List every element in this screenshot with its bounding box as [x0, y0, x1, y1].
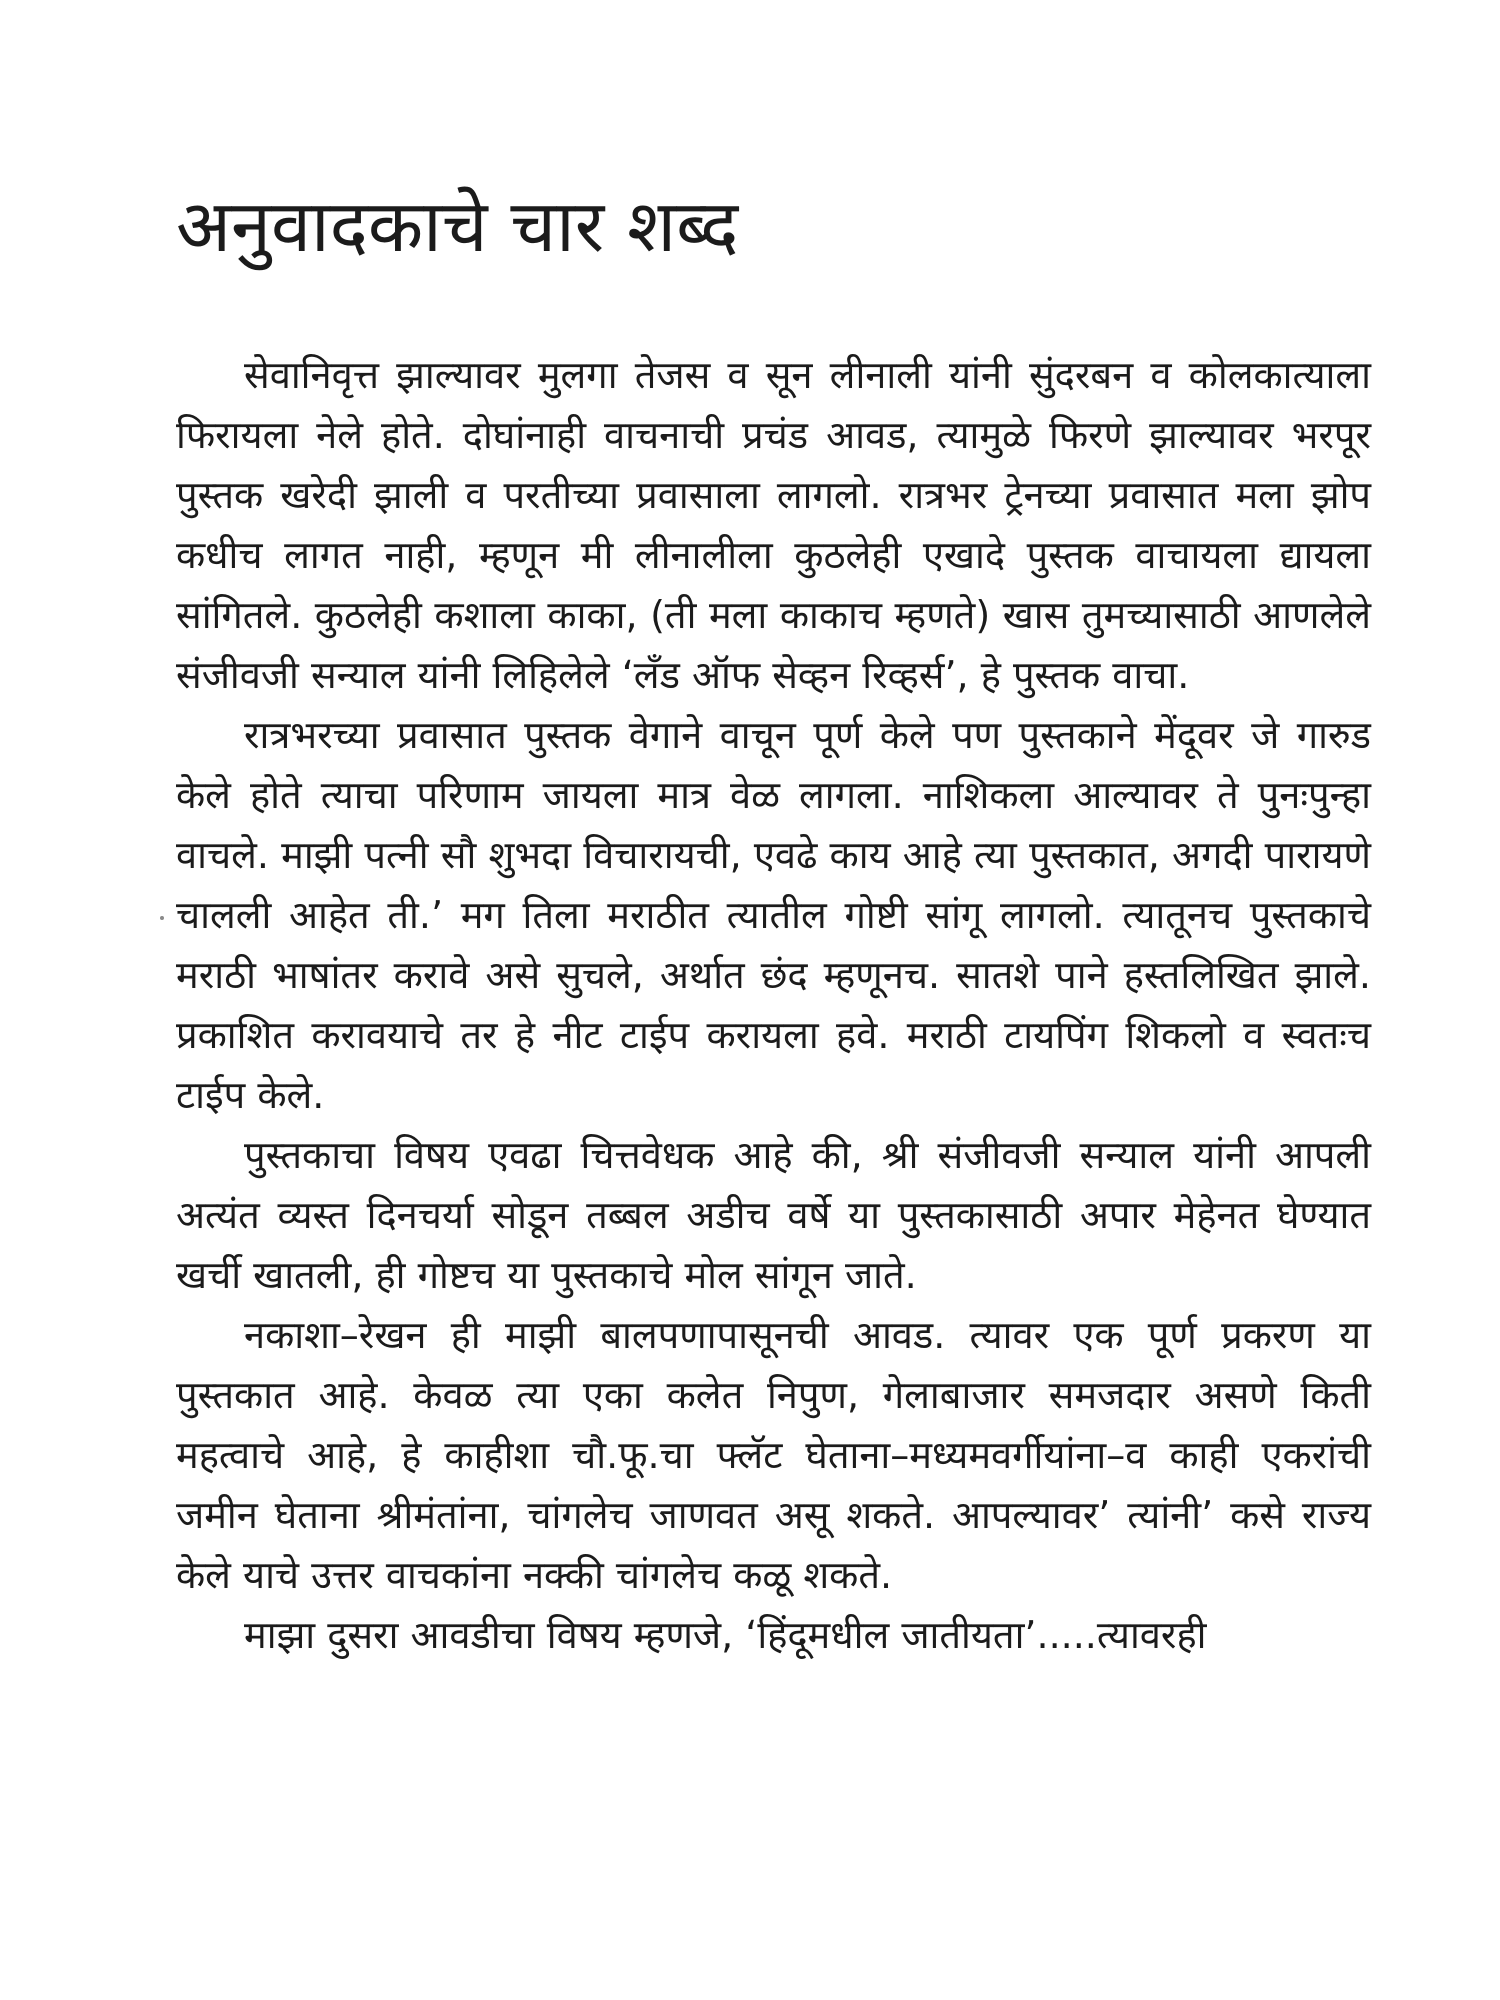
paragraph-2: रात्रभरच्या प्रवासात पुस्तक वेगाने वाचून पूर्ण केले पण पुस्तकाने मेंदूवर जे गारुड केले होते त्याचा परिणाम जायला मात्र वेळ लागला. नाशिकला आल्यावर ते पुनःपुन्हा वाचले. माझी पत्नी सौ शुभदा विचारायची, एवढे काय आहे त्या पुस्तकात, अगदी पारायणे चालली आहेत ती.’ मग तिला मराठीत त्यातील गोष्टी सांगू लागलो. त्यातूनच पुस्तकाचे मराठी भाषांतर करावे असे सुचले, अर्थात छंद म्हणूनच. सातशे पाने हस्तलिखित झाले. प्रकाशित करावयाचे तर हे नीट टाईप करायला हवे. मराठी टायपिंग शिकलो व स्वतःच टाईप केले. — [176, 713, 1371, 1117]
paragraph-3: पुस्तकाचा विषय एवढा चित्तवेधक आहे की, श्री संजीवजी सन्याल यांनी आपली अत्यंत व्यस्त दिनचर्या सोडून तब्बल अडीच वर्षे या पुस्तकासाठी अपार मेहेनत घेण्यात खर्ची खातली, ही गोष्टच या पुस्तकाचे मोल सांगून जाते. — [176, 1133, 1371, 1297]
paragraph-4: नकाशा–रेखन ही माझी बालपणापासूनची आवड. त्यावर एक पूर्ण प्रकरण या पुस्तकात आहे. केवळ त्या एका कलेत निपुण, गेलाबाजार समजदार असणे किती महत्वाचे आहे, हे काहीशा चौ.फू.चा फ्लॅट घेताना–मध्यमवर्गीयांना–व काही एकरांची जमीन घेताना श्रीमंतांना, चांगलेच जाणवत असू शकते. आपल्यावर’ त्यांनी’ कसे राज्य केले याचे उत्तर वाचकांना नक्की चांगलेच कळू शकते. — [176, 1313, 1371, 1597]
scan-mark — [160, 916, 164, 920]
paragraph-1: सेवानिवृत्त झाल्यावर मुलगा तेजस व सून लीनाली यांनी सुंदरबन व कोलकात्याला फिरायला नेले होते. दोघांनाही वाचनाची प्रचंड आवड, त्यामुळे फिरणे झाल्यावर भरपूर पुस्तक खरेदी झाली व परतीच्या प्रवासाला लागलो. रात्रभर ट्रेनच्या प्रवासात मला झोप कधीच लागत नाही, म्हणून मी लीनालीला कुठलेही एखादे पुस्तक वाचायला द्यायला सांगितले. कुठलेही कशाला काका, (ती मला काकाच म्हणते) खास तुमच्यासाठी आणलेले संजीवजी सन्याल यांनी लिहिलेले ‘लँड ऑफ सेव्हन रिव्हर्स’, हे पुस्तक वाचा. — [176, 353, 1371, 697]
chapter-title: अनुवादकाचे चार शब्द — [176, 184, 739, 268]
paragraph-5: माझा दुसरा आवडीचा विषय म्हणजे, ‘हिंदूमधील जातीयता’.....त्यावरही — [244, 1613, 1207, 1657]
chapter-body — [176, 345, 1371, 1665]
